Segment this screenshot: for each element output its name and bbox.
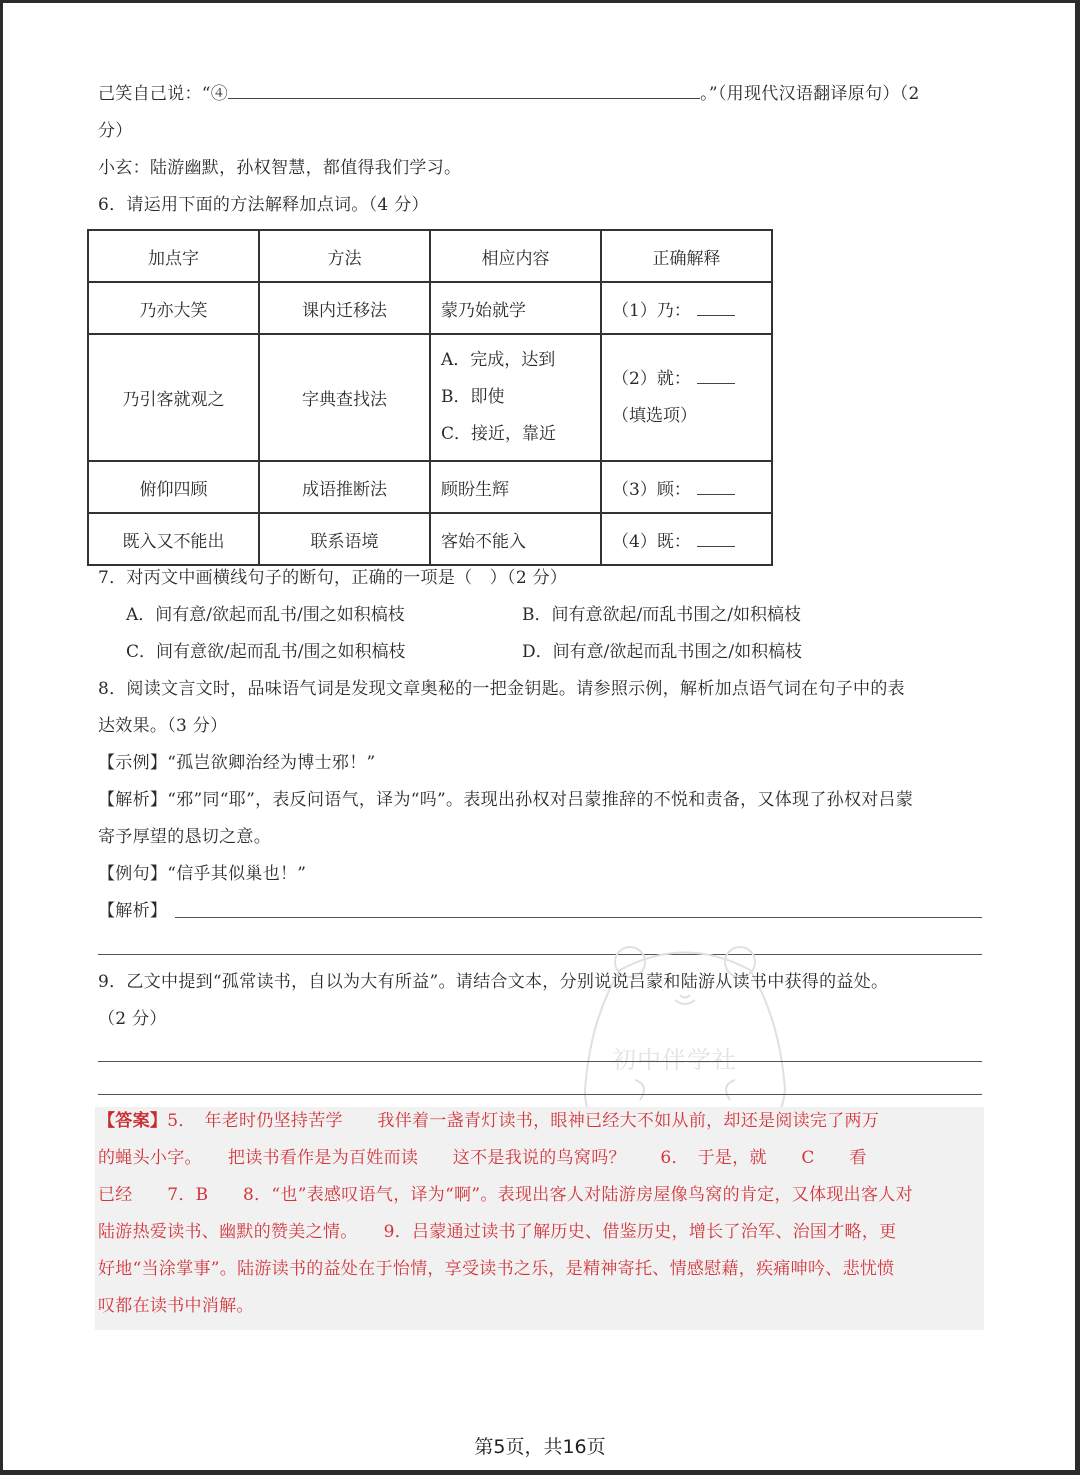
q9-prompt-line1: 9．乙文中提到“孤常读书，自以为大有所益”。请结合文本，分别说说吕蒙和陆游从读书中获得的益处。 [98,972,889,992]
table-header-cell: 相应内容 [430,230,601,282]
dictionary-option: A．完成，达到 [441,350,556,370]
answer-label: （1）乃： [612,300,691,321]
answer-line-2: 的蝇头小字。 把读书看作是为百姓而读 这不是我说的鸟窝吗？ 6． 于是，就 C 看 [98,1148,867,1168]
answer-label: （4）既： [612,531,691,552]
q5-xiaoxuan-line: 小玄：陆游幽默，孙权智慧，都值得我们学习。 [98,158,462,178]
table-header-cell: 加点字 [88,230,259,282]
table-header-row [88,230,772,282]
answer-line-6: 叹都在读书中消解。 [98,1296,254,1316]
answer-label: （3）顾： [612,479,691,500]
content-cell: 蒙乃始就学 [430,282,601,334]
q5-suffix: 。”（用现代汉语翻译原句）（2 [700,84,920,104]
answer-tag: 【答案】 [98,1111,168,1131]
answer-line[interactable] [98,954,982,955]
table-header-cell: 方法 [259,230,430,282]
q8-sentence: 【例句】“信乎其似巢也！” [98,864,307,884]
q7-option-c[interactable]: C．间有意欲/起而乱书/围之如积槁枝 [126,642,406,662]
q8-answer-label: 【解析】 [98,901,168,921]
dotted-word-cell: 乃引客就观之 [88,334,259,461]
table-header-cell: 正确解释 [601,230,772,282]
content-cell [430,334,601,461]
fill-option-note: （填选项） [612,405,697,426]
answer-cell [601,334,772,461]
q5-translation-line [98,83,920,105]
content-cell: 顾盼生辉 [430,461,601,513]
answer-cell [601,513,772,565]
q8-prompt-line2: 达效果。（3 分） [98,716,228,736]
q7-option-d[interactable]: D．间有意/欲起而乱书围之/如积槁枝 [522,642,803,662]
answer-line-5: 好地“当涂掌事”。陆游读书的益处在于怡情，享受读书之乐，是精神寄托、情感慰藉，疾痛呻吟、悲忧愤 [98,1259,895,1279]
dotted-word-cell: 乃亦大笑 [88,282,259,334]
answer-line-1: 【答案】5． 年老时仍坚持苦学 我伴着一盏青灯读书，眼神已经大不如从前，却还是阅读完了两万 [98,1111,880,1131]
dotted-word-cell: 俯仰四顾 [88,461,259,513]
q7-option-a[interactable]: A．间有意/欲起而乱书/围之如积槁枝 [126,605,405,625]
answer-blank[interactable] [697,371,735,384]
q8-example: 【示例】“孤岂欲卿治经为博士邪！” [98,753,376,773]
answer-blank[interactable] [228,84,700,99]
content-cell: 客始不能入 [430,513,601,565]
q7-prompt: 7．对丙文中画横线句子的断句，正确的一项是（ ）（2 分） [98,568,568,588]
dictionary-option: B．即使 [441,387,505,407]
table-row [88,334,772,461]
answer-line-4: 陆游热爱读书、幽默的赞美之情。 9．吕蒙通过读书了解历史、借鉴历史，增长了治军、治国才略，更 [98,1222,897,1242]
method-cell: 成语推断法 [259,461,430,513]
method-cell: 联系语境 [259,513,430,565]
q8-prompt-line1: 8．阅读文言文时，品味语气词是发现文章奥秘的一把金钥匙。请参照示例，解析加点语气词在句子中的表 [98,679,905,699]
table-row [88,513,772,565]
answer-cell [601,461,772,513]
method-cell: 字典查找法 [259,334,430,461]
answer-cell [601,282,772,334]
q9-prompt-line2: （2 分） [98,1009,167,1029]
q6-prompt: 6．请运用下面的方法解释加点词。（4 分） [98,195,429,215]
answer-blank[interactable] [697,482,735,495]
answer-line-3: 已经 7．B 8．“也”表感叹语气，译为“啊”。表现出客人对陆游房屋像鸟窝的肯定，又体现出客人对 [98,1185,913,1205]
answer-blank[interactable] [697,534,735,547]
answer-line[interactable] [98,1061,982,1062]
q5-prefix: 己笑自己说：“④ [98,84,229,104]
dotted-word-cell: 既入又不能出 [88,513,259,565]
q6-table [87,229,773,566]
watermark-text: 初中伴学社 [612,1046,737,1074]
answer-line[interactable] [175,917,982,918]
answer-blank[interactable] [697,303,735,316]
dictionary-option: C．接近，靠近 [441,424,557,444]
table-row [88,282,772,334]
method-cell: 课内迁移法 [259,282,430,334]
answer-label: （2）就： [612,368,691,389]
table-row [88,461,772,513]
q7-option-b[interactable]: B．间有意欲起/而乱书围之/如积槁枝 [522,605,801,625]
page-number: 第5页，共16页 [474,1436,606,1458]
q5-score: 分） [98,121,133,141]
q8-analysis-line2: 寄予厚望的恳切之意。 [98,827,271,847]
q8-analysis-line1: 【解析】“邪”同“耶”，表反问语气，译为“吗”。表现出孙权对吕蒙推辞的不悦和责备，又体现了孙权对吕蒙 [98,790,914,810]
answer-line[interactable] [98,1094,982,1095]
